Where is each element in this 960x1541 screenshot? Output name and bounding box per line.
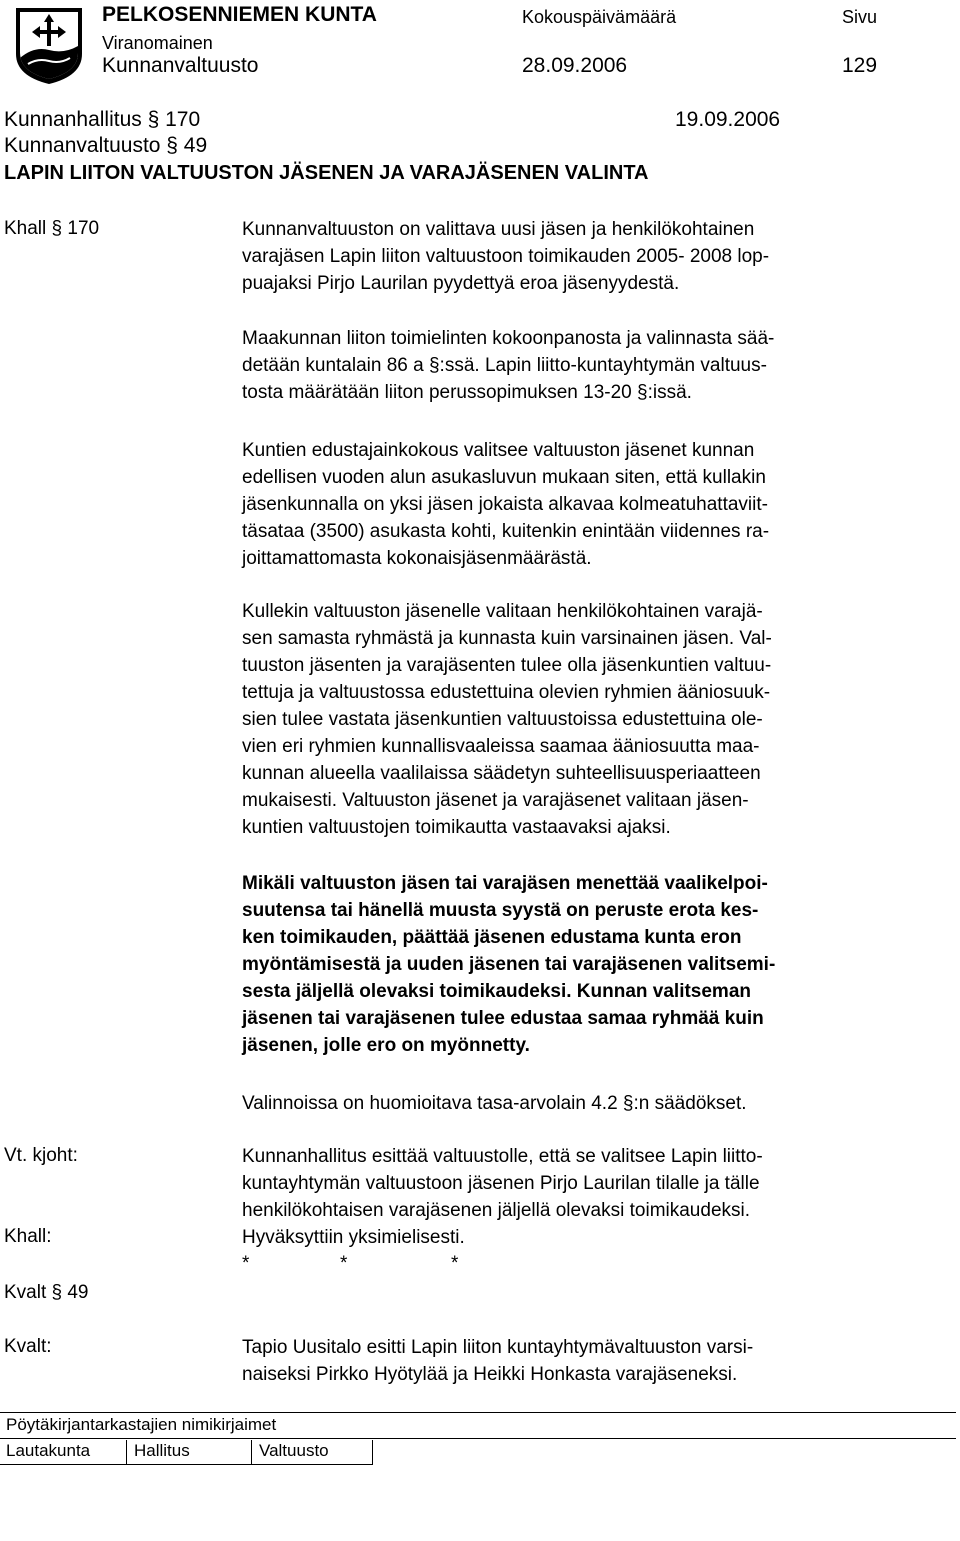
footer-title: Pöytäkirjantarkastajien nimikirjaimet <box>6 1415 277 1434</box>
text-line: kuntayhtymän valtuustoon jäsenen Pirjo Laurilan tilalle ja tälle <box>242 1173 760 1194</box>
text-line: jäsenen tai varajäsenen tulee edustaa samaa ryhmää kuin <box>242 1008 764 1029</box>
text-line: Maakunnan liiton toimielinten kokoonpanosta ja valinnasta sää- <box>242 328 775 349</box>
authority-value: Kunnanvaltuusto <box>102 54 259 77</box>
text-line: Kullekin valtuuston jäsenelle valitaan henkilökohtainen varajä- <box>242 601 763 622</box>
text-line: naiseksi Pirkko Hyötylää ja Heikki Honkasta varajäseneksi. <box>242 1364 738 1385</box>
paragraph-8-decision <box>242 1224 932 1251</box>
footer-bottom-rule <box>0 1464 373 1465</box>
paragraph-7-proposal <box>242 1143 932 1224</box>
text-line: henkilökohtaisen varajäsenen jäljellä olevaksi toimikaudeksi. <box>242 1200 751 1221</box>
text-line: Kuntien edustajainkokous valitsee valtuuston jäsenet kunnan <box>242 440 755 461</box>
page-number: 129 <box>842 54 878 77</box>
text-line: varajäsen Lapin liiton valtuustoon toimikauden 2005- 2008 lop- <box>242 246 770 267</box>
text-line: joittamattomasta kokonaisjäsenmäärästä. <box>242 548 592 569</box>
text-line: jäsenkunnalla on yksi jäsen jokaista alkavaa kolmeatuhattaviit- <box>242 494 768 515</box>
label-kvalt: Kvalt: <box>4 1336 52 1357</box>
text-line: Valinnoissa on huomioitava tasa-arvolain 4.2 §:n säädökset. <box>242 1093 747 1114</box>
paragraph-3 <box>242 437 932 572</box>
separator-star-2: * <box>340 1253 348 1274</box>
document-title: LAPIN LIITON VALTUUSTON JÄSENEN JA VARAJÄSENEN VALINTA <box>4 162 649 184</box>
text-line: suutensa tai hänellä muusta syystä on peruste erota kes- <box>242 900 759 921</box>
text-line: Mikäli valtuuston jäsen tai varajäsen menettää vaalikelpoi- <box>242 873 768 894</box>
text-line: Hyväksyttiin yksimielisesti. <box>242 1227 465 1248</box>
paragraph-5-bold <box>242 870 932 1059</box>
text-line: tuuston jäsenten ja varajäsenten tulee olla jäsenkuntien valtuu- <box>242 655 772 676</box>
footer-divider-3 <box>372 1440 373 1464</box>
organization-name: PELKOSENNIEMEN KUNTA <box>102 3 377 26</box>
text-line: sien tulee vastata jäsenkuntien valtuustoissa edustettuina ole- <box>242 709 763 730</box>
label-vt-kjoht: Vt. kjoht: <box>4 1145 78 1166</box>
paragraph-9 <box>242 1334 932 1388</box>
separator-star-1: * <box>242 1253 250 1274</box>
text-line: Kunnanhallitus esittää valtuustolle, että se valitsee Lapin liitto- <box>242 1146 763 1167</box>
coat-of-arms-icon <box>14 6 84 86</box>
text-line: myöntämisestä ja uuden jäsenen tai varajäsenen valitsemi- <box>242 954 776 975</box>
label-kvalt-49: Kvalt § 49 <box>4 1282 89 1303</box>
text-line: sesta jäljellä olevaksi toimikaudeksi. Kunnan valitseman <box>242 981 752 1002</box>
page-label: Sivu <box>842 7 878 27</box>
text-line: puajaksi Pirjo Laurilan pyydettyä eroa jäsenyydestä. <box>242 273 680 294</box>
footer-mid-rule <box>0 1438 956 1439</box>
board-reference: Kunnanhallitus § 170 <box>4 108 201 131</box>
text-line: Kunnanvaltuuston on valittava uusi jäsen ja henkilökohtainen <box>242 219 755 240</box>
paragraph-4 <box>242 598 932 841</box>
footer-col-valtuusto: Valtuusto <box>259 1441 329 1460</box>
footer-divider-1 <box>126 1440 127 1464</box>
text-line: mukaisesti. Valtuuston jäsenet ja varajäsenet valitaan jäsen- <box>242 790 749 811</box>
coat-of-arms-logo <box>14 6 84 86</box>
text-line: ken toimikauden, päättää jäsenen edustama kunta eron <box>242 927 742 948</box>
label-khall-170: Khall § 170 <box>4 218 100 239</box>
meeting-date-value: 28.09.2006 <box>522 54 628 77</box>
text-line: detään kuntalain 86 a §:ssä. Lapin liitto-kuntayhtymän valtuus- <box>242 355 767 376</box>
board-date: 19.09.2006 <box>675 108 781 131</box>
text-line: kuntien valtuustojen toimikautta vastaavaksi ajaksi. <box>242 817 671 838</box>
authority-label: Viranomainen <box>102 33 213 53</box>
paragraph-1 <box>242 216 932 297</box>
footer-col-hallitus: Hallitus <box>134 1441 190 1460</box>
paragraph-6 <box>242 1090 932 1117</box>
text-line: tettuja ja valtuustossa edustettuina olevien ryhmien ääniosuuk- <box>242 682 771 703</box>
label-khall: Khall: <box>4 1226 52 1247</box>
text-line: tosta määrätään liiton perussopimuksen 13-20 §:issä. <box>242 382 692 403</box>
meeting-date-label: Kokouspäivämäärä <box>522 7 677 27</box>
text-line: sen samasta ryhmästä ja kunnasta kuin varsinainen jäsen. Val- <box>242 628 772 649</box>
text-line: Tapio Uusitalo esitti Lapin liiton kuntayhtymävaltuuston varsi- <box>242 1337 754 1358</box>
footer-top-rule <box>0 1412 956 1413</box>
text-line: edellisen vuoden alun asukasluvun mukaan siten, että kullakin <box>242 467 766 488</box>
paragraph-2 <box>242 325 932 406</box>
text-line: kunnan alueella vaalilaissa säädetyn suhteellisuusperiaatteen <box>242 763 761 784</box>
text-line: täsataa (3500) asukasta kohti, kuitenkin enintään viidennes ra- <box>242 521 770 542</box>
footer-divider-2 <box>251 1440 252 1464</box>
council-reference: Kunnanvaltuusto § 49 <box>4 134 208 157</box>
footer-col-lautakunta: Lautakunta <box>6 1441 91 1460</box>
text-line: jäsenen, jolle ero on myönnetty. <box>242 1035 530 1056</box>
separator-star-3: * <box>451 1253 459 1274</box>
text-line: vien eri ryhmien kunnallisvaaleissa saamaa ääniosuutta maa- <box>242 736 760 757</box>
